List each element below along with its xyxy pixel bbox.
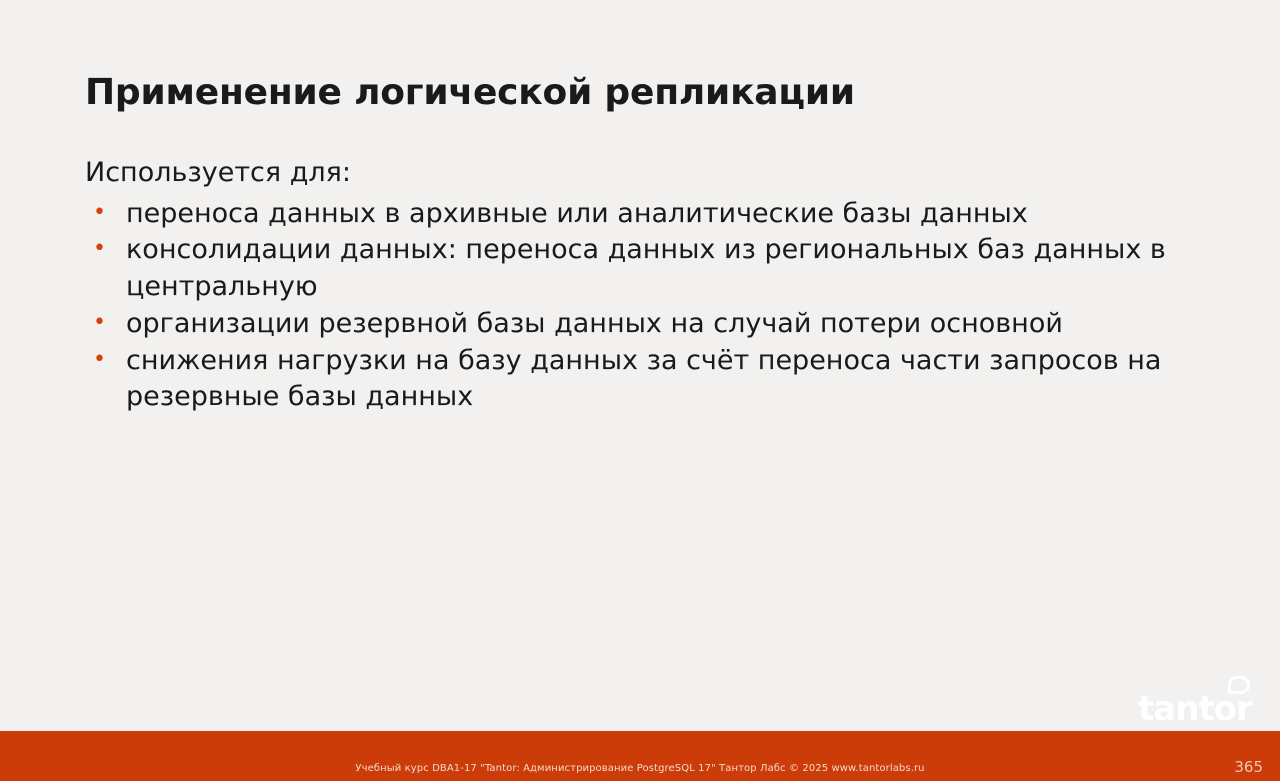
list-item-label: снижения нагрузки на базу данных за счёт переноса части запросов на резервные базы данных: [126, 344, 1162, 413]
page-title: Применение логической репликации: [85, 72, 855, 114]
slide-content: [85, 155, 1195, 416]
bullet-icon: •: [93, 199, 106, 225]
list-item-label: организации резервной базы данных на случай потери основной: [126, 307, 1063, 339]
tantor-logo: [1138, 682, 1258, 729]
intro-text: Используется для:: [85, 157, 351, 188]
list-item: [85, 232, 1195, 305]
list-item: [85, 306, 1195, 343]
page-number: 365: [1234, 758, 1263, 776]
list-item: [85, 343, 1195, 416]
footer-copyright: Учебный курс DBA1-17 "Tantor: Администрирование PostgreSQL 17" Тантор Лабс © 2025 www.tantorlabs.ru: [355, 763, 925, 774]
list-item-label: переноса данных в архивные или аналитические базы данных: [126, 197, 1028, 229]
bullet-icon: •: [93, 346, 106, 372]
list-item: [85, 196, 1195, 233]
bullet-list: [85, 196, 1195, 416]
logo-label: tantor: [1138, 689, 1252, 729]
bullet-icon: •: [93, 236, 106, 262]
list-item-label: консолидации данных: переноса данных из региональных баз данных в центральную: [126, 234, 1166, 303]
bullet-icon: •: [93, 309, 106, 335]
